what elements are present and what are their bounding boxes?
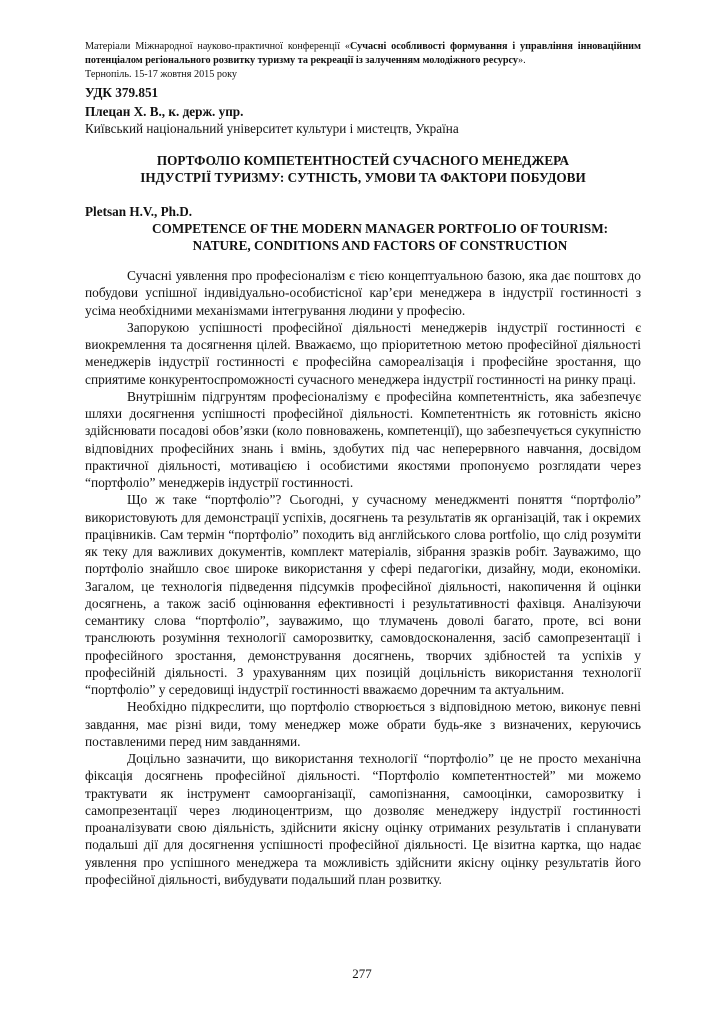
header-prefix: Матеріали Міжнародної науково-практичної конференції « [85, 41, 351, 52]
udk-code: УДК 379.851 [85, 85, 159, 100]
paragraph: Запорукою успішності професійної діяльності менеджерів індустрії гостинності є виокремлення та досягнення цілей. Вважаємо, що пріоритетною метою професійної діяльності менеджерів індустрії гостинності є професійна самореалізація і професійне зростання, що сприятиме конкурентоспроможності сучасного менеджера індустрії гостинності на ринку праці. [85, 319, 641, 387]
paragraph: Необхідно підкреслити, що портфоліо створюється з відповідною метою, виконує певні завдання, має різні види, тому менеджер може обрати будь-яке з визначених, керуючись поставленими перед ним завданнями. [85, 699, 641, 749]
author-ua: Плецан Х. В., к. держ. упр. [85, 104, 244, 119]
page-number: 277 [352, 966, 372, 981]
paragraph: Внутрішнім підгрунтям професіоналізму є професійна компетентність, яка забезпечує шляхи досягнення успішності професійної діяльності. Компетентність як готовність якісно здійснювати посадові обов’язки (коло повноважень, компетенції), що забезпечується сукупністю відповідних професійних знань і вмінь, здобутих під час неперервного навчання, досвідом практичної діяльності, мотивацією і особистими якостями пропонуємо розглядати через “портфоліо” менеджерів індустрії гостинності. [85, 388, 641, 490]
conference-title: Сучасні особливості формування і управління інноваційним потенціалом регіонального розвитку туризму та рекреації із залученням молодіжного ресурсу [85, 41, 641, 66]
paragraph: Доцільно зазначити, що використання технології “портфоліо” це не просто механічна фіксація досягнень професійної діяльності. “Портфоліо компетентностей” ми можемо трактувати як інструмент самоорганізації, самопізнання, самооцінки, саморозвитку і самопрезентації через людиноцентризм, що дозволяє менеджеру індустрії гостинності проаналізувати свою діяльність, здійснити якісну оцінку отриманих результатів і спланувати подальші дії для досягнення успішності професійної діяльності. Це візитна картка, що надає уявлення про успішного менеджера та можливість здійснити якісну оцінку результатів його професійної діяльності, вибудувати подальший план розвитку. [85, 751, 641, 887]
paragraph: Сучасні уявлення про професіоналізм є тією концептуальною базою, яка дає поштовх до побудови успішної індивідуально-особистісної кар’єри менеджера в індустрії гостинності з усіма необхідними механізмами інтегрування людини у професію. [85, 268, 641, 318]
paragraph: Що ж таке “портфоліо”? Сьогодні, у сучасному менеджменті поняття “портфоліо” використовують для демонстрації успіхів, досягнень та результатів як організацій, так і окремих працівників. Сам термін “портфоліо” походить від англійського слова portfolio, що слід розуміти як теку для важливих документів, комплект матеріалів, зібрання зразків робіт. Зауважимо, що портфоліо знайшло своє широке використання у сфері педагогіки, дизайну, моди, економіки. Загалом, це технологія підведення підсумків професійної діяльності, накопичення й оцінки досягнень, а також засіб оцінювання ефективності і результативності фахівця. Аналізуючи семантику слова “портфоліо”, зауважимо, що тлумачень доволі багато, проте, всі вони транслюють розуміння технології саморозвитку, самовдосконалення, засіб самопрезентації і професійного зростання, демонстрування досягнень, творчих здібностей та успіхів у професійній діяльності. З урахуванням цих позицій доцільність використання технології “портфоліо” у середовищі індустрії гостинності вважаємо доречним та актуальним. [85, 492, 641, 697]
title-ua-line2: ІНДУСТРІЇ ТУРИЗМУ: СУТНІСТЬ, УМОВИ ТА ФАКТОРИ ПОБУДОВИ [140, 170, 586, 185]
title-en-line1: COMPETENCE OF THE MODERN MANAGER PORTFOLIO OF TOURISM: [151, 221, 609, 236]
header-suffix: ». [518, 55, 526, 66]
author-en: Pletsan H.V., Ph.D. [85, 204, 193, 219]
affiliation: Київський національний університет культури і мистецтв, Україна [85, 121, 459, 136]
conference-place-date: Тернопіль. 15-17 жовтня 2015 року [85, 69, 237, 80]
conference-header [85, 40, 641, 68]
title-ua-line1: ПОРТФОЛІО КОМПЕТЕНТНОСТЕЙ СУЧАСНОГО МЕНЕДЖЕРА [156, 153, 570, 168]
title-en-line2: NATURE, CONDITIONS AND FACTORS OF CONSTRUCTION [192, 238, 568, 253]
article-body [85, 267, 641, 888]
